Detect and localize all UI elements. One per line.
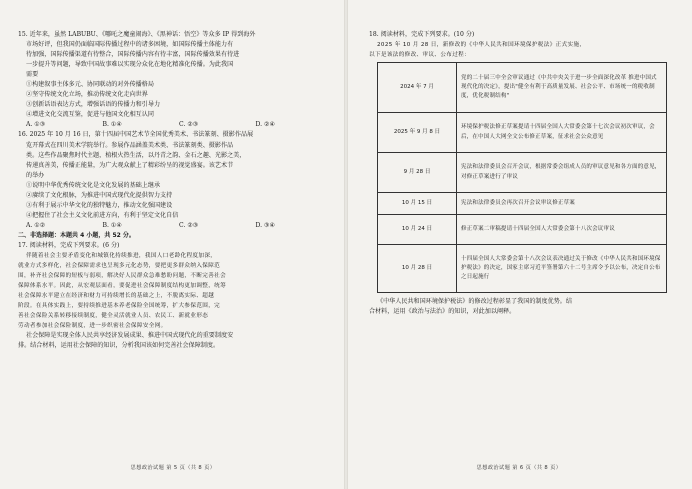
legislation-timeline-table (377, 62, 667, 293)
q15-item: ④增进文化交流互鉴，促进与他国文化相互认同 (26, 111, 154, 119)
q15-stem-line: 待加强，国际传播渠道有待整合，国际传播内容有待丰富，国际传播效果有待进 (26, 51, 240, 59)
question-16 (18, 130, 332, 230)
q17-material-line: 伴随着社会主要矛盾变化和城镇化持续推进，我国人口老龄化程度加深， (26, 253, 217, 260)
q16-option-b[interactable]: B. ①④ (102, 221, 122, 229)
q16-options (18, 221, 332, 231)
row-event: 宪法和法律委员会召开会议，根据常委会组成人员的审议意见和各方面的意见，对修正草案进行了审议 (457, 153, 667, 193)
q15-option-b[interactable]: B. ①④ (102, 121, 122, 129)
q18-intro-line: 2025 年 10 月 28 日，新修改的《中华人民共和国环境保护税法》正式实施， (377, 42, 586, 49)
q18-intro-line: 以下是该法的修改、审议、公布过程： (369, 52, 471, 59)
q15-stem-line: 15. 近年来，虽然 LABUBU、《哪吒之魔童闹海》、《黑神话：悟空》等众多 IP 得到海外 (18, 31, 256, 38)
page-6 (346, 0, 692, 489)
q15-option-d[interactable]: D. ②④ (255, 121, 275, 129)
q16-option-a[interactable]: A. ①② (26, 221, 46, 229)
q16-option-c[interactable]: C. ②③ (179, 221, 199, 229)
row-event: 宪法和法律委员会再次召开会议审议修正草案 (457, 193, 667, 215)
section-heading: 二、非选择题：本题共 4 小题，共 52 分。 (18, 231, 135, 239)
q16-stem-line: 类。这些作品聚焦时代主题，植根火热生活，以丹青之韵、金石之趣、光影之美， (26, 151, 246, 159)
q16-stem-line: 传递真善美，传播正能量，为广大观众献上了精彩纷呈的视觉盛宴。该艺术节 (26, 161, 234, 169)
table-row (378, 153, 667, 193)
q15-item: ①构建叙事主体多元、协同联动的对外传播格局 (26, 81, 154, 89)
q17-material-line: 围，补齐社会保障的短板与弱项，解决好人民群众急难愁盼问题，不断完善社会 (18, 273, 227, 280)
q15-option-c[interactable]: C. ②③ (179, 121, 199, 129)
q17-material-line: 劳动者参加社会保险制度，进一步织密社会保障安全网。 (18, 323, 167, 330)
q15-stem-line: 一步提升等问题，导致中国故事难以实现分众化在地化精准化传播。为此我国 (26, 61, 234, 69)
row-date: 10 月 24 日 (378, 215, 457, 245)
q18-stem: 18. 阅读材料，完成下列要求。(10 分) (369, 31, 475, 38)
row-event: 党的二十届三中全会审议通过《中共中央关于进一步全面深化改革 推进中国式现代化的决定》，提出"健全有利于高质量发展、社会公平、市场统一的税收制度，优化税制结构" (457, 63, 667, 113)
q15-options (18, 120, 332, 130)
row-date: 10 月 15 日 (378, 193, 457, 215)
q15-option-a[interactable]: A. ①③ (26, 121, 46, 129)
q18-question-line: 合材料，运用《政治与法治》的知识，对此加以阐释。 (369, 308, 516, 316)
table-row (378, 193, 667, 215)
q17-question-line: 社会保障是实现全体人民共享经济发展成果、推进中国式现代化的重要制度安 (26, 332, 234, 340)
q16-stem-line: 16. 2025 年 10 月 16 日，第十四届中国艺术节全国优秀美术、书法篆刻、摄影作品展 (18, 131, 254, 139)
row-event: 十四届全国人大常委会第十八次会议表决通过关于修改《中华人民共和国环境保护税法》的决定，国家主席习近平签署第六十二号主席令予以公布，决定自公布之日起施行 (457, 245, 667, 293)
q17-question-line: 排。结合材料，运用社会保障的知识，分析我国该如何完善社会保障制度。 (18, 342, 220, 350)
row-date: 2024 年 7 月 (378, 63, 457, 113)
q16-item: ①说明中华优秀传统文化是文化发展的基础上继承 (26, 181, 161, 189)
q17-material-line: 阶段。在具体实践上，要持续推进基本养老保险全国统筹，扩大参保范围，完 (18, 303, 221, 310)
q18-question-line: 《中华人民共和国环境保护税法》的修改过程彰显了我国的制度优势。结 (377, 298, 572, 306)
row-date: 10 月 28 日 (378, 245, 457, 293)
page-6-content (369, 30, 675, 317)
row-date: 9 月 28 日 (378, 153, 457, 193)
q17-material-line: 善社会保险关系转移接续制度，健全灵活就业人员、农民工、新就业形态 (18, 313, 209, 320)
table-row (378, 63, 667, 113)
q15-item: ②坚守传统文化立场，推动传统文化走向世界 (26, 91, 148, 99)
q16-stem-line: 的举办 (26, 171, 45, 179)
question-17 (18, 241, 332, 352)
q16-item: ③有利于展示中华文化的独特魅力，推动文化强国建设 (26, 201, 173, 209)
q17-material-line: 就业方式多样化，社会保障需求也呈现多元化态势，要把更多群众纳入保障范 (18, 263, 221, 270)
q16-option-d[interactable]: D. ③④ (255, 221, 275, 229)
q16-stem-line: 览开幕式在四川美术学院举行。参展作品涵盖美术类、书法篆刻类、摄影作品 (26, 141, 234, 149)
page-5-footer: 思想政治试题 第 5 页（共 8 页） (130, 465, 216, 471)
row-event: 修正草案二审稿提请十四届全国人大常委会第十八次会议审议 (457, 215, 667, 245)
q15-stem-line: 需要 (26, 71, 39, 79)
q17-stem: 17. 阅读材料，完成下列要求。(6 分) (18, 241, 120, 249)
page-5-content (18, 30, 332, 352)
table-row (378, 245, 667, 293)
q15-item: ③创新话语表达方式，增强话语的传播力和引导力 (26, 101, 161, 109)
row-event: 环境保护税法修正草案提请十四届全国人大常委会第十七次会议初次审议，会后，在中国人大网全文公布修正草案，征求社会公众意见 (457, 113, 667, 153)
q17-material-line: 社会保障水平建立在经济和财力可持续增长的基础之上，不脱离实际、超越 (18, 293, 215, 300)
q17-material-line: 保障体系水平。因此，从宏观层面看，要促进社会保障制度结构更加调整，统筹 (18, 283, 227, 290)
table-row (378, 215, 667, 245)
row-date: 2025 年 9 月 8 日 (378, 113, 457, 153)
page-6-footer: 思想政治试题 第 6 页（共 8 页） (476, 465, 562, 471)
question-15 (18, 30, 332, 130)
q15-stem-line: 市场好评，但我国仍面临国际传播过程中的诸多困境，如国际传播主体能力有 (26, 41, 234, 49)
table-row (378, 113, 667, 153)
q16-item: ②赓续了文化根脉，为推进中国式现代化提供智力支持 (26, 191, 173, 199)
q16-item: ④把握住了社会主义文化前进方向，有利于坚定文化自信 (26, 211, 179, 219)
